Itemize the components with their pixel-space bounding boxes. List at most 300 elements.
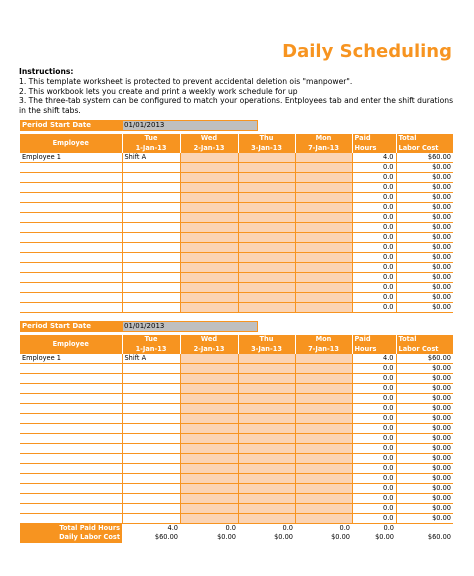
paid-hours-cell: 0.0 (352, 243, 396, 253)
total-paid-hours-value: 0.0 (352, 524, 396, 534)
shift-cell[interactable] (238, 243, 295, 253)
date-header: 1-Jan-13 (122, 345, 180, 355)
shift-cell[interactable] (180, 504, 238, 514)
shift-cell[interactable] (122, 303, 180, 313)
labor-cost-cell: $0.00 (396, 263, 453, 273)
paid-hours-cell: 0.0 (352, 263, 396, 273)
shift-cell[interactable] (122, 504, 180, 514)
labor-cost-cell: $0.00 (396, 163, 453, 173)
paid-hours-cell: 0.0 (352, 514, 396, 524)
shift-cell[interactable] (238, 193, 295, 203)
table-row (20, 253, 453, 263)
shift-cell[interactable] (295, 233, 352, 243)
shift-cell[interactable] (238, 514, 295, 524)
shift-cell[interactable] (180, 203, 238, 213)
shift-cell[interactable] (122, 233, 180, 243)
total-header: Total (396, 335, 453, 345)
shift-cell[interactable] (295, 283, 352, 293)
shift-cell[interactable] (238, 253, 295, 263)
employee-cell[interactable] (20, 263, 122, 273)
instruction-line: 2. This workbook lets you create and print a weekly work schedule for up (19, 86, 298, 96)
table-row (20, 424, 453, 434)
table-row (20, 384, 453, 394)
employee-cell[interactable] (20, 213, 122, 223)
paid-hours-cell: 0.0 (352, 484, 396, 494)
labor-cost-cell: $60.00 (396, 153, 453, 163)
employee-cell[interactable] (20, 163, 122, 173)
shift-cell[interactable] (122, 273, 180, 283)
employee-cell[interactable] (20, 223, 122, 233)
shift-cell[interactable] (238, 374, 295, 384)
shift-cell[interactable] (295, 434, 352, 444)
shift-cell[interactable] (238, 173, 295, 183)
employee-cell[interactable] (20, 273, 122, 283)
employee-cell[interactable] (20, 484, 122, 494)
table-row (20, 374, 453, 384)
shift-cell[interactable] (238, 203, 295, 213)
instruction-line: 1. This template worksheet is protected to prevent accidental deletion ois "manpower". (19, 76, 353, 86)
day-header: Wed (180, 335, 238, 345)
shift-cell[interactable] (295, 504, 352, 514)
paid-hours-cell: 0.0 (352, 444, 396, 454)
shift-cell[interactable] (122, 444, 180, 454)
employee-cell[interactable] (20, 374, 122, 384)
paid-hours-header: Paid (352, 335, 396, 345)
shift-cell[interactable] (122, 364, 180, 374)
paid-hours-cell: 0.0 (352, 283, 396, 293)
shift-cell[interactable] (238, 484, 295, 494)
paid-hours-cell: 4.0 (352, 354, 396, 364)
shift-cell[interactable] (122, 253, 180, 263)
shift-cell[interactable] (295, 494, 352, 504)
schedule-table-1 (20, 134, 454, 313)
labor-cost-cell: $0.00 (396, 384, 453, 394)
shift-cell[interactable] (122, 384, 180, 394)
labor-cost-cell: $0.00 (396, 253, 453, 263)
labor-cost-cell: $0.00 (396, 514, 453, 524)
employee-cell[interactable] (20, 203, 122, 213)
shift-cell[interactable] (122, 494, 180, 504)
shift-cell[interactable] (180, 444, 238, 454)
daily-labor-cost-value: $0.00 (295, 533, 352, 543)
paid-hours-cell: 0.0 (352, 193, 396, 203)
table-row (20, 394, 453, 404)
paid-hours-cell: 0.0 (352, 454, 396, 464)
table-row (20, 193, 453, 203)
shift-cell[interactable] (295, 163, 352, 173)
labor-cost-cell: $60.00 (396, 354, 453, 364)
shift-cell[interactable] (238, 263, 295, 273)
daily-labor-cost-value: $0.00 (180, 533, 238, 543)
shift-cell[interactable] (180, 454, 238, 464)
table-row (20, 153, 453, 163)
shift-cell[interactable] (295, 173, 352, 183)
shift-cell[interactable] (122, 474, 180, 484)
shift-cell[interactable] (180, 384, 238, 394)
labor-cost-cell: $0.00 (396, 173, 453, 183)
employee-cell[interactable] (20, 444, 122, 454)
grand-total-value: $60.00 (396, 533, 453, 543)
shift-cell[interactable] (180, 494, 238, 504)
labor-cost-cell: $0.00 (396, 183, 453, 193)
paid-hours-cell: 0.0 (352, 203, 396, 213)
shift-cell[interactable] (122, 424, 180, 434)
shift-cell[interactable]: Shift A (122, 153, 180, 163)
shift-cell[interactable] (180, 364, 238, 374)
paid-hours-header: Hours (352, 345, 396, 355)
shift-cell[interactable] (180, 303, 238, 313)
shift-cell[interactable] (238, 504, 295, 514)
table-row (20, 203, 453, 213)
table-row (20, 514, 453, 524)
shift-cell[interactable] (295, 394, 352, 404)
paid-hours-cell: 0.0 (352, 303, 396, 313)
day-header: Tue (122, 335, 180, 345)
shift-cell[interactable] (180, 414, 238, 424)
labor-cost-cell: $0.00 (396, 444, 453, 454)
shift-cell[interactable] (295, 354, 352, 364)
shift-cell[interactable] (180, 283, 238, 293)
shift-cell[interactable] (122, 203, 180, 213)
date-header: 3-Jan-13 (238, 345, 295, 355)
employee-cell[interactable] (20, 454, 122, 464)
shift-cell[interactable] (295, 293, 352, 303)
shift-cell[interactable] (295, 514, 352, 524)
paid-hours-cell: 0.0 (352, 364, 396, 374)
paid-hours-cell: 0.0 (352, 404, 396, 414)
day-header: Thu (238, 335, 295, 345)
day-header: Tue (122, 134, 180, 144)
shift-cell[interactable] (180, 173, 238, 183)
employee-cell[interactable] (20, 173, 122, 183)
shift-cell[interactable] (238, 153, 295, 163)
employee-cell[interactable] (20, 414, 122, 424)
shift-cell[interactable] (180, 293, 238, 303)
day-header: Wed (180, 134, 238, 144)
shift-cell[interactable] (295, 404, 352, 414)
labor-cost-cell: $0.00 (396, 414, 453, 424)
shift-cell[interactable] (122, 263, 180, 273)
labor-cost-cell: $0.00 (396, 434, 453, 444)
employee-cell[interactable] (20, 233, 122, 243)
period-start-date-label: Period Start Date (20, 321, 122, 332)
shift-cell[interactable] (122, 243, 180, 253)
paid-hours-cell: 0.0 (352, 253, 396, 263)
table-row (20, 414, 453, 424)
table-row (20, 163, 453, 173)
labor-cost-cell: $0.00 (396, 223, 453, 233)
shift-cell[interactable] (238, 434, 295, 444)
shift-cell[interactable] (295, 213, 352, 223)
date-header: 2-Jan-13 (180, 345, 238, 355)
shift-cell[interactable] (180, 183, 238, 193)
shift-cell[interactable] (238, 464, 295, 474)
shift-cell[interactable] (180, 424, 238, 434)
shift-cell[interactable] (295, 384, 352, 394)
shift-cell[interactable] (295, 474, 352, 484)
date-header: 1-Jan-13 (122, 144, 180, 154)
employee-cell[interactable]: Employee 1 (20, 153, 122, 163)
employee-cell[interactable] (20, 253, 122, 263)
shift-cell[interactable] (295, 223, 352, 233)
shift-cell[interactable] (180, 263, 238, 273)
shift-cell[interactable] (180, 213, 238, 223)
shift-cell[interactable] (122, 404, 180, 414)
employee-cell[interactable] (20, 283, 122, 293)
shift-cell[interactable] (238, 364, 295, 374)
shift-cell[interactable] (180, 153, 238, 163)
shift-cell[interactable] (122, 213, 180, 223)
shift-cell[interactable] (295, 193, 352, 203)
labor-cost-cell: $0.00 (396, 273, 453, 283)
shift-cell[interactable] (180, 404, 238, 414)
paid-hours-cell: 0.0 (352, 273, 396, 283)
shift-cell[interactable] (295, 374, 352, 384)
employee-cell[interactable]: Employee 1 (20, 354, 122, 364)
table-row (20, 434, 453, 444)
paid-hours-cell: 4.0 (352, 153, 396, 163)
paid-hours-cell: 0.0 (352, 474, 396, 484)
shift-cell[interactable] (122, 374, 180, 384)
shift-cell[interactable] (295, 183, 352, 193)
table-row (20, 504, 453, 514)
total-paid-hours-label: Total Paid Hours (20, 524, 122, 534)
employee-cell[interactable] (20, 424, 122, 434)
paid-hours-cell: 0.0 (352, 504, 396, 514)
labor-cost-cell: $0.00 (396, 364, 453, 374)
shift-cell[interactable] (122, 193, 180, 203)
shift-cell[interactable] (295, 303, 352, 313)
instructions (19, 67, 459, 116)
shift-cell[interactable] (122, 173, 180, 183)
labor-cost-cell: $0.00 (396, 193, 453, 203)
employee-cell[interactable] (20, 504, 122, 514)
shift-cell[interactable] (122, 183, 180, 193)
table-row (20, 303, 453, 313)
table-row (20, 474, 453, 484)
shift-cell[interactable] (122, 434, 180, 444)
shift-cell[interactable] (295, 273, 352, 283)
labor-cost-cell: $0.00 (396, 454, 453, 464)
paid-hours-cell: 0.0 (352, 213, 396, 223)
labor-cost-cell: $0.00 (396, 394, 453, 404)
shift-cell[interactable] (238, 454, 295, 464)
table-row (20, 484, 453, 494)
table-row (20, 273, 453, 283)
total-paid-hours-value: 0.0 (238, 524, 295, 534)
shift-cell[interactable] (180, 354, 238, 364)
shift-cell[interactable] (180, 484, 238, 494)
shift-cell[interactable] (295, 364, 352, 374)
shift-cell[interactable] (295, 454, 352, 464)
paid-hours-cell: 0.0 (352, 414, 396, 424)
shift-cell[interactable] (122, 464, 180, 474)
employee-cell[interactable] (20, 514, 122, 524)
labor-cost-cell: $0.00 (396, 243, 453, 253)
labor-cost-cell: $0.00 (396, 464, 453, 474)
table-row (20, 293, 453, 303)
shift-cell[interactable] (295, 253, 352, 263)
total-paid-hours-row (20, 524, 453, 534)
shift-cell[interactable] (238, 283, 295, 293)
shift-cell[interactable] (238, 414, 295, 424)
labor-cost-cell: $0.00 (396, 374, 453, 384)
shift-cell[interactable] (180, 434, 238, 444)
shift-cell[interactable] (238, 233, 295, 243)
daily-labor-cost-value: $0.00 (352, 533, 396, 543)
day-header: Mon (295, 335, 352, 345)
date-header: 2-Jan-13 (180, 144, 238, 154)
shift-cell[interactable] (122, 414, 180, 424)
shift-cell[interactable] (238, 474, 295, 484)
shift-cell[interactable] (238, 213, 295, 223)
table-row (20, 183, 453, 193)
shift-cell[interactable] (122, 163, 180, 173)
shift-cell[interactable] (180, 253, 238, 263)
shift-cell[interactable] (180, 243, 238, 253)
shift-cell[interactable] (238, 494, 295, 504)
shift-cell[interactable] (180, 514, 238, 524)
employee-cell[interactable] (20, 183, 122, 193)
paid-hours-cell: 0.0 (352, 384, 396, 394)
instruction-line: 3. The three-tab system can be configured to match your operations. Entployees tab and enter the shift durations in the shift tabs. (19, 96, 454, 116)
employee-cell[interactable] (20, 303, 122, 313)
shift-cell[interactable] (238, 404, 295, 414)
employee-cell[interactable] (20, 364, 122, 374)
shift-cell[interactable] (295, 424, 352, 434)
paid-hours-cell: 0.0 (352, 173, 396, 183)
table-row (20, 223, 453, 233)
table-row (20, 243, 453, 253)
shift-cell[interactable] (238, 183, 295, 193)
labor-cost-cell: $0.00 (396, 484, 453, 494)
shift-cell[interactable] (180, 273, 238, 283)
labor-cost-cell: $0.00 (396, 283, 453, 293)
period-start-date-input[interactable]: 01/01/2013 (122, 321, 258, 332)
paid-hours-cell: 0.0 (352, 163, 396, 173)
paid-hours-cell: 0.0 (352, 183, 396, 193)
schedule-table-2 (20, 335, 454, 543)
table-row (20, 263, 453, 273)
shift-cell[interactable] (295, 243, 352, 253)
shift-cell[interactable] (238, 354, 295, 364)
shift-cell[interactable] (295, 414, 352, 424)
shift-cell[interactable] (180, 223, 238, 233)
shift-cell[interactable] (238, 273, 295, 283)
shift-cell[interactable] (180, 163, 238, 173)
shift-cell[interactable] (238, 223, 295, 233)
shift-cell[interactable] (122, 283, 180, 293)
table-row (20, 404, 453, 414)
labor-cost-cell: $0.00 (396, 424, 453, 434)
shift-cell[interactable] (180, 193, 238, 203)
total-paid-hours-value: 4.0 (122, 524, 180, 534)
labor-cost-cell: $0.00 (396, 203, 453, 213)
employee-cell[interactable] (20, 404, 122, 414)
page-title: Daily Scheduling (282, 41, 452, 62)
paid-hours-cell: 0.0 (352, 374, 396, 384)
total-header: Labor Cost (396, 345, 453, 355)
employee-cell[interactable] (20, 494, 122, 504)
shift-cell[interactable] (295, 444, 352, 454)
date-header: 7-Jan-13 (295, 144, 352, 154)
paid-hours-cell: 0.0 (352, 424, 396, 434)
shift-cell[interactable] (122, 223, 180, 233)
shift-cell[interactable] (295, 484, 352, 494)
paid-hours-cell: 0.0 (352, 394, 396, 404)
shift-cell[interactable] (295, 464, 352, 474)
daily-labor-cost-value: $0.00 (238, 533, 295, 543)
period-start-date-label: Period Start Date (20, 120, 122, 131)
paid-hours-cell: 0.0 (352, 494, 396, 504)
total-header: Labor Cost (396, 144, 453, 154)
paid-hours-cell: 0.0 (352, 464, 396, 474)
table-row (20, 464, 453, 474)
shift-cell[interactable] (238, 424, 295, 434)
employee-cell[interactable] (20, 434, 122, 444)
paid-hours-cell: 0.0 (352, 293, 396, 303)
paid-hours-cell: 0.0 (352, 434, 396, 444)
table-row (20, 173, 453, 183)
date-header: 7-Jan-13 (295, 345, 352, 355)
shift-cell[interactable] (122, 514, 180, 524)
shift-cell[interactable] (238, 394, 295, 404)
shift-cell[interactable] (180, 233, 238, 243)
shift-cell[interactable]: Shift A (122, 354, 180, 364)
shift-cell[interactable] (295, 153, 352, 163)
shift-cell[interactable] (180, 474, 238, 484)
shift-cell[interactable] (238, 163, 295, 173)
shift-cell[interactable] (238, 444, 295, 454)
shift-cell[interactable] (122, 484, 180, 494)
table-row (20, 233, 453, 243)
shift-cell[interactable] (180, 394, 238, 404)
labor-cost-cell: $0.00 (396, 293, 453, 303)
employee-cell[interactable] (20, 464, 122, 474)
labor-cost-cell: $0.00 (396, 404, 453, 414)
labor-cost-cell: $0.00 (396, 504, 453, 514)
employee-cell[interactable] (20, 384, 122, 394)
shift-cell[interactable] (238, 293, 295, 303)
shift-cell[interactable] (238, 384, 295, 394)
employee-cell[interactable] (20, 243, 122, 253)
employee-cell[interactable] (20, 394, 122, 404)
employee-cell[interactable] (20, 474, 122, 484)
shift-cell[interactable] (295, 203, 352, 213)
shift-cell[interactable] (180, 464, 238, 474)
total-header: Total (396, 134, 453, 144)
shift-cell[interactable] (122, 293, 180, 303)
shift-cell[interactable] (122, 454, 180, 464)
shift-cell[interactable] (238, 303, 295, 313)
daily-labor-cost-label: Daily Labor Cost (20, 533, 122, 543)
paid-hours-cell: 0.0 (352, 223, 396, 233)
paid-hours-header: Hours (352, 144, 396, 154)
table-row (20, 213, 453, 223)
employee-cell[interactable] (20, 293, 122, 303)
labor-cost-cell: $0.00 (396, 303, 453, 313)
period-start-date-input[interactable]: 01/01/2013 (122, 120, 258, 131)
table-row (20, 364, 453, 374)
employee-cell[interactable] (20, 193, 122, 203)
employee-header: Employee (20, 134, 122, 153)
labor-cost-cell: $0.00 (396, 494, 453, 504)
shift-cell[interactable] (295, 263, 352, 273)
table-row (20, 444, 453, 454)
shift-cell[interactable] (180, 374, 238, 384)
table-row (20, 454, 453, 464)
shift-cell[interactable] (122, 394, 180, 404)
